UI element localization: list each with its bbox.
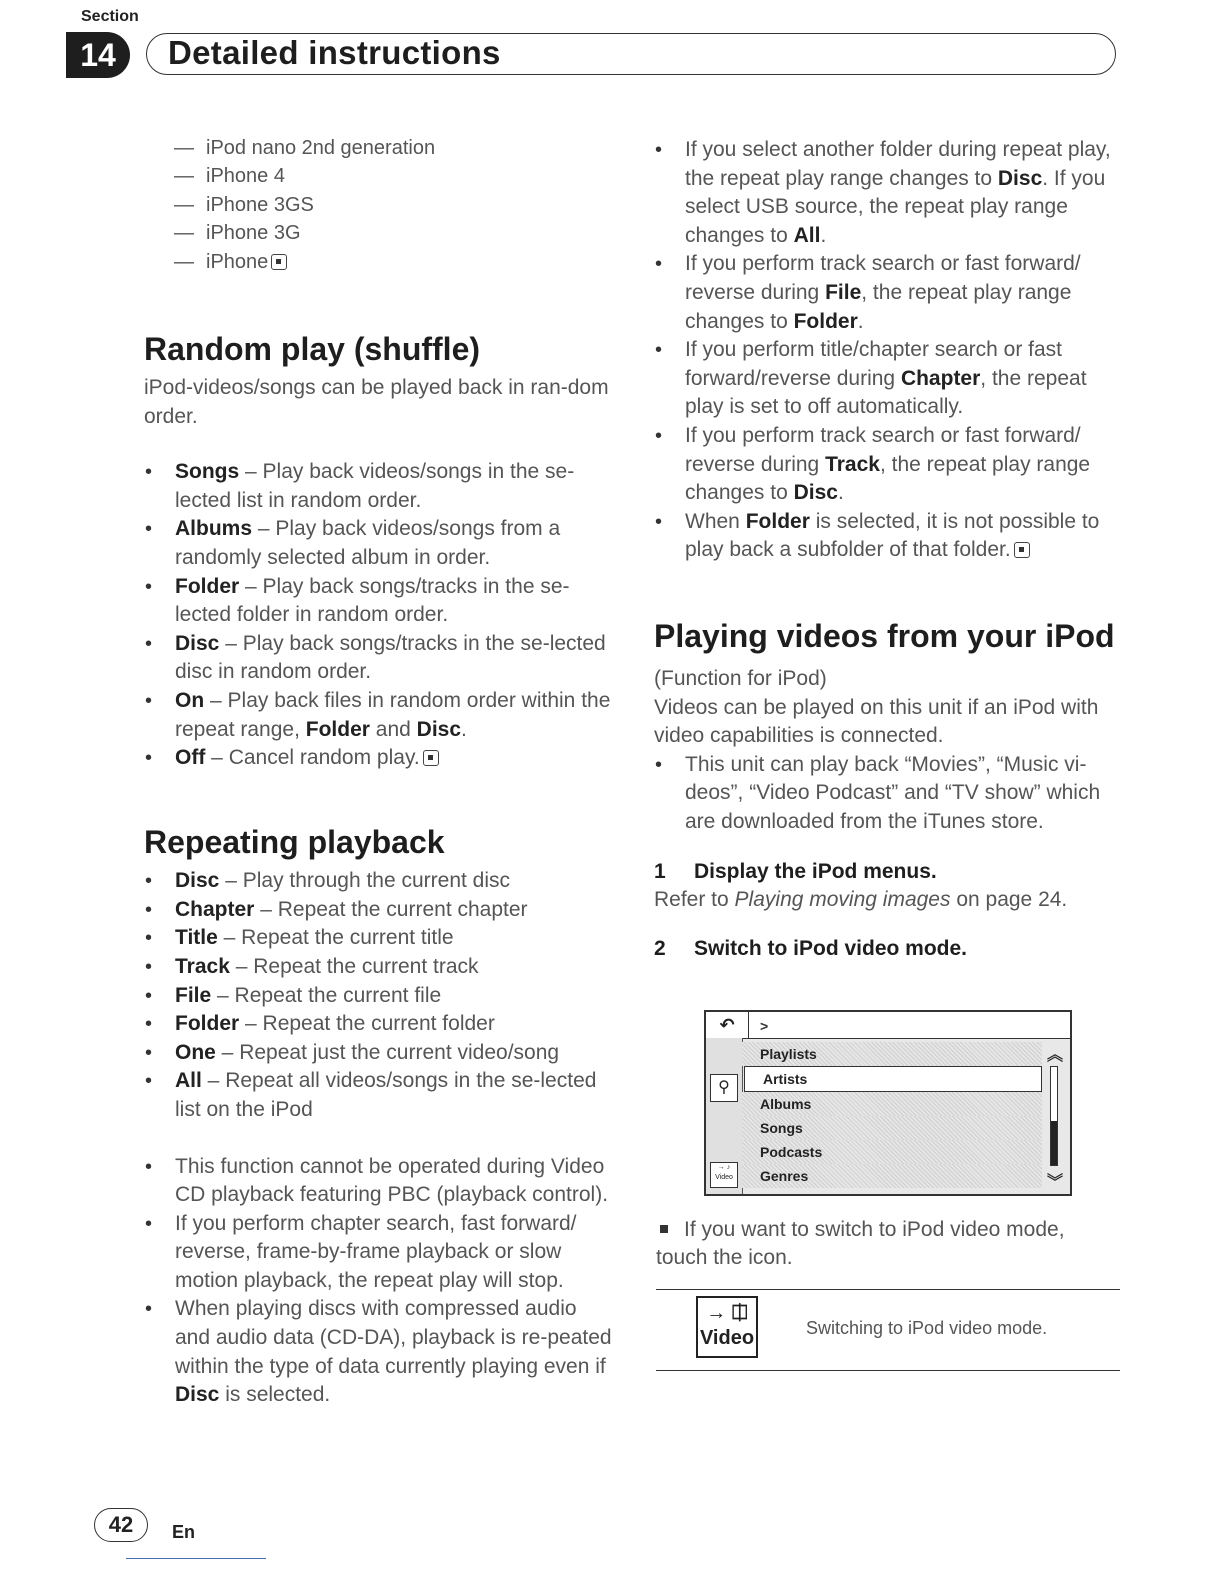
repeat-note: • If you perform chapter search, fast forward/ reverse, frame-by-frame playback or slow motion playback, the repeat play will stop. bbox=[144, 1210, 616, 1296]
section-label: Section bbox=[81, 8, 139, 25]
video-mode-button[interactable]: → ♪ Video bbox=[710, 1162, 738, 1188]
left-column bbox=[144, 130, 616, 1410]
repeat-behavior-notes bbox=[654, 136, 1124, 565]
menu-item-genres[interactable]: Genres bbox=[742, 1164, 1042, 1188]
menu-list bbox=[742, 1042, 1042, 1188]
model-item: — iPhone 4 bbox=[174, 165, 285, 188]
videos-bullet: • This unit can play back “Movies”, “Music vi-deos”, “Video Podcast” and “TV show” which are downloaded from the iTunes store. bbox=[654, 751, 1124, 837]
heading-random-play: Random play (shuffle) bbox=[144, 331, 481, 368]
end-mark-icon bbox=[271, 254, 287, 270]
random-intro: iPod-videos/songs can be played back in ran-dom order. bbox=[144, 376, 609, 428]
icon-description-table bbox=[656, 1289, 1120, 1371]
repeat-option: • Track – Repeat the current track bbox=[144, 953, 616, 982]
behavior-note: • When Folder is selected, it is not possible to play back a subfolder of that folder. bbox=[654, 508, 1124, 565]
step-1-reference: Refer to Playing moving images on page 24. bbox=[654, 888, 1068, 912]
menu-item-podcasts[interactable]: Podcasts bbox=[742, 1140, 1042, 1164]
menu-item-artists[interactable]: Artists bbox=[744, 1066, 1042, 1092]
screen-note: If you want to switch to iPod video mode, touch the icon. bbox=[656, 1218, 1065, 1270]
page-number: 42 bbox=[94, 1508, 148, 1542]
screen-topbar bbox=[706, 1012, 1070, 1039]
model-list bbox=[174, 134, 616, 276]
repeat-option: • All – Repeat all videos/songs in the se-lected list on the iPod bbox=[144, 1067, 616, 1124]
model-item: — iPhone bbox=[174, 248, 616, 276]
repeat-notes-list bbox=[144, 1153, 616, 1410]
menu-item-songs[interactable]: Songs bbox=[742, 1116, 1042, 1140]
right-column bbox=[654, 130, 1124, 963]
step-1: 1 Display the iPod menus. bbox=[654, 860, 937, 884]
repeat-option: • Title – Repeat the current title bbox=[144, 924, 616, 953]
scroll-thumb[interactable] bbox=[1051, 1121, 1057, 1165]
screen-side-panel bbox=[706, 1038, 743, 1194]
random-option: • Disc – Play back songs/tracks in the se-lected disc in random order. bbox=[144, 630, 616, 687]
search-icon[interactable]: ⚲ bbox=[710, 1074, 738, 1102]
footer-divider bbox=[126, 1558, 266, 1559]
scroll-down-icon[interactable]: ︾ bbox=[1046, 1174, 1063, 1191]
behavior-note: • If you select another folder during repeat play, the repeat play range changes to Disc. If you select USB source, the repeat play range changes to All. bbox=[654, 136, 1124, 250]
repeat-option: • One – Repeat just the current video/song bbox=[144, 1039, 616, 1068]
step-2: 2 Switch to iPod video mode. bbox=[654, 936, 968, 960]
note-square-icon bbox=[660, 1225, 668, 1233]
repeat-option: • Chapter – Repeat the current chapter bbox=[144, 896, 616, 925]
scrollbar[interactable] bbox=[1044, 1042, 1066, 1192]
language-code: En bbox=[172, 1522, 196, 1542]
end-mark-icon bbox=[423, 750, 439, 766]
menu-item-albums[interactable]: Albums bbox=[742, 1092, 1042, 1116]
repeat-options-list bbox=[144, 867, 616, 1124]
scroll-track[interactable] bbox=[1050, 1066, 1058, 1166]
repeat-option: • File – Repeat the current file bbox=[144, 982, 616, 1011]
heading-playing-videos: Playing videos from your iPod bbox=[654, 617, 1115, 654]
ipod-menu-screen bbox=[704, 1010, 1072, 1196]
random-option: • Songs – Play back videos/songs in the se-lected list in random order. bbox=[144, 458, 616, 515]
model-item: — iPhone 3GS bbox=[174, 193, 314, 216]
random-option: • Off – Cancel random play. bbox=[144, 744, 616, 773]
heading-repeating-playback: Repeating playback bbox=[144, 823, 445, 860]
section-number-badge: 14 bbox=[66, 32, 130, 78]
random-option: • Folder – Play back songs/tracks in the se-lected folder in random order. bbox=[144, 573, 616, 630]
repeat-option: • Folder – Repeat the current folder bbox=[144, 1010, 616, 1039]
videos-intro: Videos can be played on this unit if an iPod with video capabilities is connected. bbox=[654, 695, 1099, 748]
function-for-ipod: (Function for iPod) bbox=[654, 667, 827, 691]
behavior-note: • If you perform title/chapter search or fast forward/reverse during Chapter, the repeat play is set to off automatically. bbox=[654, 336, 1124, 422]
menu-item-playlists[interactable]: Playlists bbox=[742, 1042, 1042, 1066]
random-option: • Albums – Play back videos/songs from a randomly selected album in order. bbox=[144, 515, 616, 572]
video-icon-description: Switching to iPod video mode. bbox=[806, 1318, 1048, 1338]
repeat-option: • Disc – Play through the current disc bbox=[144, 867, 616, 896]
model-item: — iPod nano 2nd generation bbox=[174, 137, 436, 159]
behavior-note: • If you perform track search or fast forward/ reverse during Track, the repeat play range changes to Disc. bbox=[654, 422, 1124, 508]
random-option: • On – Play back files in random order within the repeat range, Folder and Disc. bbox=[144, 687, 616, 744]
behavior-note: • If you perform track search or fast forward/ reverse during File, the repeat play range changes to Folder. bbox=[654, 250, 1124, 336]
scroll-up-icon[interactable]: ︽ bbox=[1046, 1047, 1063, 1064]
model-item: — iPhone 3G bbox=[174, 222, 301, 245]
random-options-list bbox=[144, 458, 616, 773]
videos-bullet-list bbox=[654, 751, 1124, 837]
repeat-note: • When playing discs with compressed audio and audio data (CD-DA), playback is re-peated within the type of data currently playing even if Disc is selected. bbox=[144, 1295, 616, 1409]
page-title: Detailed instructions bbox=[168, 34, 501, 71]
repeat-note: • This function cannot be operated during Video CD playback featuring PBC (playback control). bbox=[144, 1153, 616, 1210]
breadcrumb: > bbox=[760, 1018, 769, 1034]
video-icon[interactable]: → ⎅ Video bbox=[696, 1296, 758, 1358]
end-mark-icon bbox=[1014, 542, 1030, 558]
back-icon[interactable]: ↶ bbox=[706, 1012, 749, 1038]
